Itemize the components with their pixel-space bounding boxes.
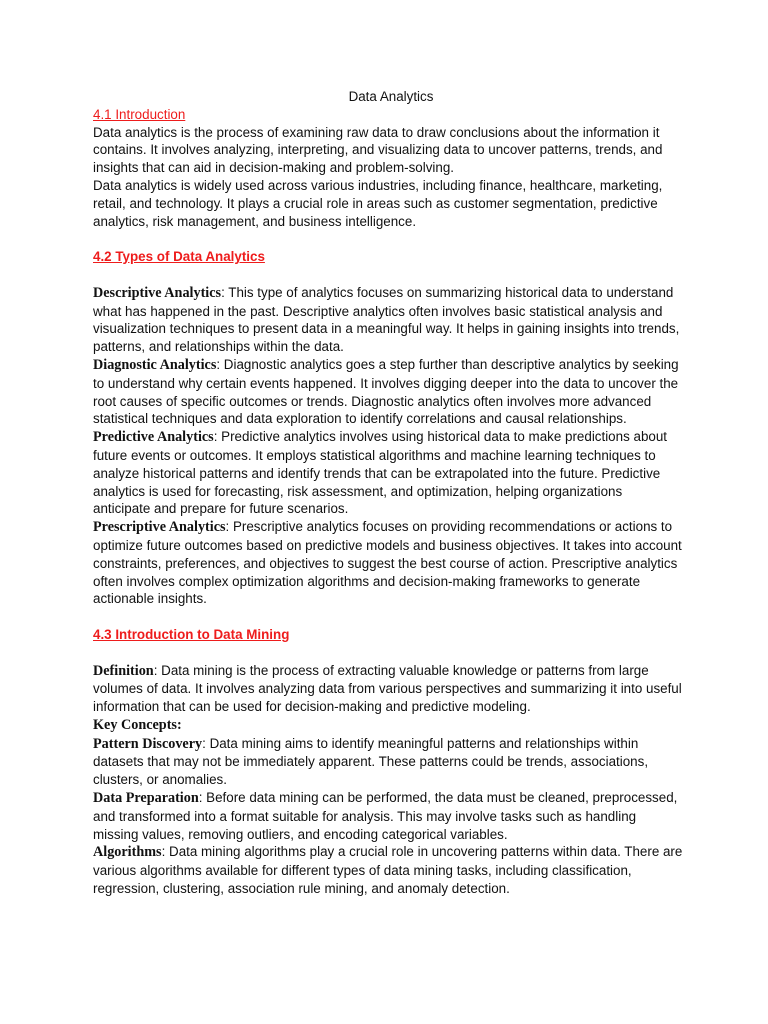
term-label: Pattern Discovery <box>93 735 203 752</box>
spacer <box>93 230 683 248</box>
section-heading-introduction: 4.1 Introduction <box>93 106 186 122</box>
term-label: Predictive Analytics <box>93 429 214 446</box>
analytics-type-predictive <box>93 428 683 518</box>
intro-paragraph-2: Data analytics is widely used across various industries, including finance, healthcare, marketing, retail, and technology. It plays a crucial role in areas such as customer segmentation, predictive analytics, risk management, and business intelligence. <box>93 177 663 229</box>
term-description: : Data mining aims to identify meaningful patterns and relationships within datasets that may not be immediately apparent. These patterns could be trends, associations, clusters, or anomalies. <box>93 735 649 788</box>
concept-pattern-discovery <box>93 735 683 789</box>
concept-data-preparation <box>93 789 683 843</box>
intro-paragraph-1: Data analytics is the process of examining raw data to draw conclusions about the information it contains. It involves analyzing, interpreting, and visualizing data to uncover patterns, trends, and insights that can aid in decision-making and problem-solving. <box>93 124 663 176</box>
spacer <box>93 644 683 662</box>
concept-algorithms <box>93 843 683 897</box>
term-label: Data Preparation <box>93 790 199 807</box>
section-heading-data-mining: 4.3 Introduction to Data Mining <box>93 626 290 642</box>
analytics-type-descriptive <box>93 284 683 356</box>
term-description: : Before data mining can be performed, the data must be cleaned, preprocessed, and transformed into a format suitable for analysis. This may involve tasks such as handling missing values, removing outliers, and encoding categorical variables. <box>93 790 678 842</box>
term-label: Definition <box>93 662 154 679</box>
term-label: Algorithms <box>93 844 162 861</box>
spacer <box>93 266 683 284</box>
section-heading-types: 4.2 Types of Data Analytics <box>93 249 265 265</box>
term-suffix: : <box>176 716 182 733</box>
key-concepts-heading <box>93 716 683 735</box>
document-title: Data Analytics <box>348 89 434 104</box>
analytics-type-diagnostic <box>93 356 683 428</box>
term-label: Prescriptive Analytics <box>93 519 226 536</box>
term-label: Key Concepts <box>93 716 177 733</box>
spacer <box>93 608 683 626</box>
term-description: : Data mining algorithms play a crucial role in uncovering patterns within data. There are various algorithms available for different types of data mining tasks, including classification, regression, clustering, association rule mining, and anomaly detection. <box>93 844 683 897</box>
term-label: Descriptive Analytics <box>93 284 222 301</box>
term-description: : This type of analytics focuses on summarizing historical data to understand what has happened in the past. Descriptive analytics often involves basic statistical analysis and visualization techniques to present data in a meaningful way. It helps in gaining insights into trends, patterns, and relationships within the data. <box>93 284 680 355</box>
data-mining-definition <box>93 662 683 716</box>
term-description: : Predictive analytics involves using historical data to make predictions about future events or outcomes. It employs statistical algorithms and machine learning techniques to analyze historical patterns and identify trends that can be extrapolated into the future. Predictive analytics is used for forecasting, risk assessment, and optimization, helping organizations anticipate and prepare for future scenarios. <box>93 429 667 517</box>
term-description: : Prescriptive analytics focuses on providing recommendations or actions to optimize future outcomes based on predictive models and business objectives. It takes into account constraints, preferences, and objectives to suggest the best course of action. Prescriptive analytics often involves complex optimization algorithms and decision-making frameworks to generate actionable insights. <box>93 519 682 607</box>
analytics-type-prescriptive <box>93 518 683 608</box>
term-description: : Data mining is the process of extracting valuable knowledge or patterns from large volumes of data. It involves analyzing data from various perspectives and summarizing it into useful information that can be used for decision-making and predictive modeling. <box>93 662 682 715</box>
term-label: Diagnostic Analytics <box>93 356 217 373</box>
term-description: : Diagnostic analytics goes a step further than descriptive analytics by seeking to understand why certain events happened. It involves digging deeper into the data to uncover the root causes of specific outcomes or trends. Diagnostic analytics often involves more advanced statistical techniques and data exploration to identify correlations and causal relationships. <box>93 356 679 427</box>
document-body <box>93 88 683 898</box>
